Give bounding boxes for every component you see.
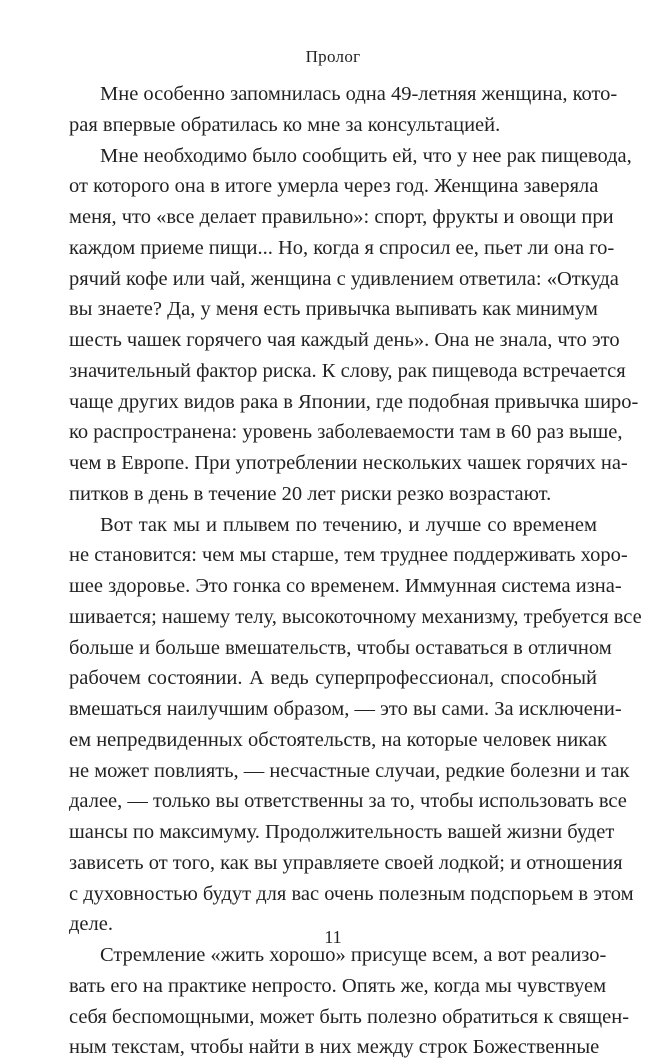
text-line: шивается; нашему телу, высокоточному механизму, требуется все bbox=[69, 605, 642, 628]
text-line: каждом приеме пищи... Но, когда я спросил ее, пьет ли она го- bbox=[69, 236, 615, 259]
text-line: рабочем состоянии. А ведь суперпрофессионал, способный bbox=[69, 667, 597, 690]
text-line: вать его на практике непросто. Опять же, когда мы чувствуем bbox=[69, 974, 607, 997]
text-line: с духовностью будут для вас очень полезным подспорьем в этом bbox=[69, 882, 634, 905]
text-line: питков в день в течение 20 лет риски резко возрастают. bbox=[69, 482, 552, 505]
text-line: далее, — только вы ответственны за то, чтобы использовать все bbox=[69, 790, 627, 813]
text-line: от которого она в итоге умерла через год. Женщина заверяла bbox=[69, 175, 599, 198]
body-text bbox=[69, 79, 642, 1063]
text-line: рячий кофе или чай, женщина с удивлением ответила: «Откуда bbox=[69, 267, 619, 290]
text-line: чаще других видов рака в Японии, где подобная привычка широ- bbox=[69, 390, 639, 413]
page-number: 11 bbox=[324, 927, 342, 947]
text-line: не может повлиять, — несчастные случаи, редкие болезни и так bbox=[69, 759, 630, 782]
text-line: не становится: чем мы старше, тем труднее поддерживать хоро- bbox=[69, 544, 628, 567]
paragraph-2 bbox=[69, 141, 639, 510]
text-line: шансы по максимуму. Продолжительность вашей жизни будет bbox=[69, 821, 615, 843]
text-line: шесть чашек горячего чая каждый день». Она не знала, что это bbox=[69, 329, 620, 351]
text-line: меня, что «все делает правильно»: спорт, фрукты и овощи при bbox=[69, 206, 614, 228]
text-line: рая впервые обратилась ко мне за консультацией. bbox=[69, 113, 501, 136]
text-line: шее здоровье. Это гонка со временем. Иммунная система изна- bbox=[69, 575, 622, 597]
text-line: зависеть от того, как вы управляете своей лодкой; и отношения bbox=[69, 851, 623, 874]
text-line: чем в Европе. При употреблении нескольких чашек горячих на- bbox=[69, 452, 628, 474]
paragraph-1 bbox=[69, 79, 618, 141]
paragraph-3 bbox=[69, 510, 642, 941]
text-line: ем непредвиденных обстоятельств, на которые человек никак bbox=[69, 728, 607, 751]
text-line: деле. bbox=[69, 913, 113, 936]
text-line: ным текстам, чтобы найти в них между строк Божественные bbox=[69, 1036, 600, 1059]
text-line: Стремление «жить хорошо» присуще всем, а вот реализо- bbox=[100, 944, 607, 966]
text-line: Вот так мы и плывем по течению, и лучше со временем bbox=[100, 513, 597, 536]
text-line: вмешаться наилучшим образом, — это вы сами. За исключени- bbox=[69, 698, 622, 720]
text-line: Мне особенно запомнилась одна 49-летняя женщина, кото- bbox=[100, 83, 618, 105]
text-line: себя беспомощными, может быть полезно обратиться к священ- bbox=[69, 1005, 630, 1028]
text-line: значительный фактор риска. К слову, рак пищевода встречается bbox=[69, 359, 626, 382]
running-head: Пролог bbox=[305, 47, 361, 66]
paragraph-4 bbox=[69, 940, 630, 1063]
text-line: вы знаете? Да, у меня есть привычка выпивать как минимум bbox=[69, 298, 598, 321]
text-line: ко распространена: уровень заболеваемости там в 60 раз выше, bbox=[69, 421, 623, 444]
text-line: Мне необходимо было сообщить ей, что у нее рак пищевода, bbox=[100, 144, 632, 167]
text-line: больше и больше вмешательств, чтобы оставаться в отличном bbox=[69, 636, 612, 659]
